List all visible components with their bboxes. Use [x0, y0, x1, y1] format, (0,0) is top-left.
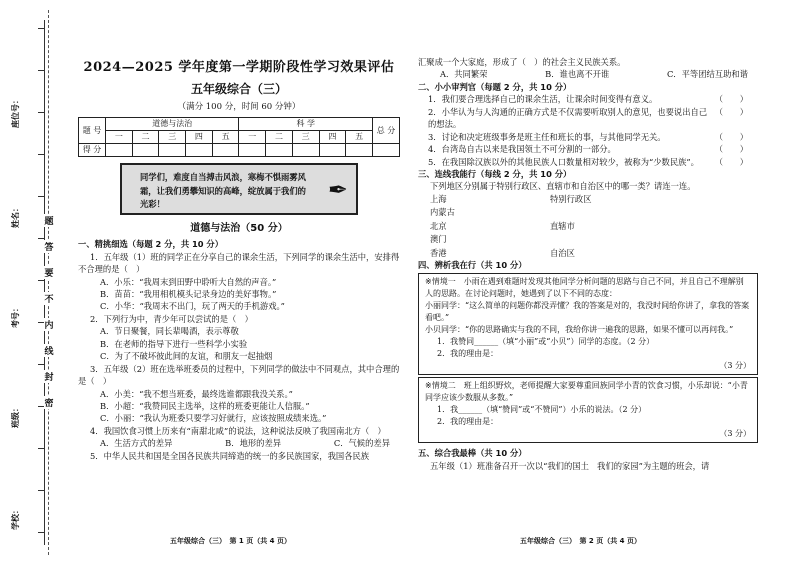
judge-item: 4．台湾岛自古以来是我国领土不可分割的一部分。 （ ） — [428, 144, 748, 155]
question-2: 2．下列行为中，青少年可以尝试的是（ ） — [90, 313, 253, 324]
exam-subtitle: 五年级综合（三） — [190, 81, 287, 96]
score-table-numeral: 五 — [346, 131, 373, 144]
question-4: 4．我国饮食习惯上历来有“南甜北咸”的说法，这种说法反映了我国南北方（ ） — [90, 425, 386, 436]
score-table — [78, 117, 400, 157]
score-table-numeral: 三 — [159, 131, 186, 144]
score-cell[interactable] — [373, 144, 400, 157]
score-cell[interactable] — [239, 144, 266, 157]
option: B．小超：“我赞同民主选举，这样的班委更能让人信服。” — [100, 400, 310, 411]
footer-page-1: 五年级综合（三） 第 1 页（共 4 页） — [170, 537, 291, 545]
option: A．小美：“我不想当班委，最终选谁都跟我没关系。” — [100, 388, 293, 399]
matching-grid — [418, 193, 758, 259]
judge-item: 5．在我国除汉族以外的其他民族人口数量相对较少，被称为“少数民族”。 （ ） — [428, 156, 748, 167]
score-table-group-science: 科 学 — [239, 118, 373, 131]
score-table-numeral: 四 — [186, 131, 213, 144]
match-left[interactable]: 北京 — [430, 220, 447, 231]
score-cell[interactable] — [106, 144, 133, 157]
option: A．小乐：“我周末到田野中聆听大自然的声音。” — [100, 276, 277, 287]
case1-quote-2: 小贝同学：“你的思路确实与我的不同，我给你讲一遍我的思路，如果不懂可以再问我。” — [425, 325, 734, 335]
right-column — [418, 56, 758, 472]
part5-text: 五年级（1）班准备召开一次以“我们的国土 我们的家园”为主题的班会，请 — [430, 460, 710, 471]
options-row — [78, 437, 400, 449]
seal-char: 答 — [44, 240, 54, 253]
case1-quote-1: 小丽同学：“这么简单的问题你都没弄懂？我的答案是对的，我没时间给你讲了，拿我的答案看吧。” — [425, 301, 750, 323]
case2-question-1[interactable]: 1．我______（填“赞同”或“不赞同”）小乐的说法。（2 分） — [437, 405, 647, 415]
question-1: 1．五年级（1）班的同学正在分享自己的课余生活，下列同学的课余生活中，安排得不合理的是（ ） — [78, 251, 400, 275]
answer-blank[interactable]: （ ） — [714, 156, 748, 167]
case2-scenario: ※情境二 班上组织野炊，老师提醒大家要尊重回族同学小青的饮食习惯，小乐却说：“小青同学应该少数服从多数。” — [425, 381, 748, 403]
score-cell[interactable] — [319, 144, 346, 157]
score-cell[interactable] — [292, 144, 319, 157]
score-table-numeral: 五 — [212, 131, 239, 144]
part2-heading: 二、小小审判官（每题 2 分，共 10 分） — [418, 81, 572, 92]
part3-instruction: 下列地区分别属于特别行政区、直辖市和自治区中的哪一类？请连一连。 — [430, 181, 696, 192]
seal-char: 内 — [44, 318, 54, 331]
score-table-numeral: 二 — [266, 131, 293, 144]
case2-question-2[interactable]: 2．我的理由是： — [437, 417, 499, 427]
binding-margin — [0, 0, 72, 562]
score-table-numeral: 四 — [319, 131, 346, 144]
name-field[interactable]: 姓名： — [10, 204, 20, 228]
part3-heading: 三、连线我能行（每线 2 分，共 10 分） — [418, 168, 572, 179]
match-right — [550, 233, 670, 245]
answer-blank[interactable]: （ ） — [714, 94, 748, 105]
option: B．地形的差异 — [225, 438, 282, 449]
score-table-total-label: 总 分 — [373, 118, 400, 144]
options-row — [418, 68, 758, 80]
case1-question-1[interactable]: 1．我赞同______（填“小丽”或“小贝”）同学的态度。（2 分） — [437, 337, 655, 347]
option: C．气候的差异 — [333, 438, 390, 449]
school-field[interactable]: 学校： — [10, 506, 20, 530]
option: C．为了不破坏彼此间的友谊，和朋友一起抽烟 — [100, 351, 273, 362]
seal-char: 封 — [44, 370, 54, 383]
case2-points: （3 分） — [719, 429, 751, 439]
case1-points: （3 分） — [719, 361, 751, 371]
answer-blank[interactable]: （ ） — [714, 106, 748, 117]
match-left[interactable]: 澳门 — [430, 234, 447, 245]
section-title: 道德与法治（50 分） — [190, 223, 288, 235]
option: B．苗苗：“我用相机模头记录身边的美好事物。” — [100, 289, 277, 299]
exam-meta: （满分 100 分，时间 60 分钟） — [177, 101, 301, 112]
part5-heading: 五、综合我最棒（共 10 分） — [418, 448, 527, 459]
score-cell[interactable] — [212, 144, 239, 157]
motivation-banner — [120, 163, 358, 215]
score-table-numeral: 三 — [292, 131, 319, 144]
question-3: 3．五年级（2）班在选举班委员的过程中，下列同学的做法中不同观点，其中合理的是（ ） — [78, 363, 400, 387]
option: B．谁也离不开谁 — [545, 69, 610, 80]
score-table-item-label: 题 号 — [79, 118, 106, 144]
option: C．小华：“我周末不出门，玩了两天的手机游戏。” — [100, 301, 285, 312]
quill-pen-icon: ✒ — [327, 176, 348, 205]
option: A．共同繁荣 — [440, 69, 488, 80]
score-cell[interactable] — [346, 144, 373, 157]
match-left[interactable]: 内蒙古 — [430, 207, 455, 218]
class-field[interactable]: 班级： — [10, 404, 20, 428]
exam-title: 2024—2025 学年度第一学期阶段性学习效果评估 — [83, 60, 395, 75]
seal-char: 要 — [44, 266, 54, 279]
match-right[interactable]: 自治区 — [550, 247, 575, 258]
case1-scenario: ※情境一 小雨在遇到难题时发现其他同学分析问题的思路与自己不同，并且自己不理解别人的思路。在讨论问题时，她遇到了以下不同的态度： — [425, 277, 744, 299]
score-cell[interactable] — [159, 144, 186, 157]
cut-line — [48, 10, 49, 555]
seal-char: 密 — [44, 396, 54, 409]
option: A．节日聚餐，同长辈喝酒，表示尊敬 — [100, 326, 239, 337]
score-cell[interactable] — [132, 144, 159, 157]
match-left[interactable]: 香港 — [430, 247, 447, 258]
score-table-numeral: 二 — [132, 131, 159, 144]
match-right[interactable]: 直辖市 — [550, 220, 575, 231]
score-table-score-label: 得 分 — [79, 144, 106, 157]
match-right[interactable]: 特别行政区 — [550, 193, 592, 204]
score-table-numeral: 一 — [239, 131, 266, 144]
match-left[interactable]: 上海 — [430, 193, 447, 204]
seal-char: 不 — [44, 292, 54, 305]
option: B．在老师的指导下进行一些科学小实验 — [100, 338, 248, 349]
part1-heading: 一、精挑细选（每题 2 分，共 10 分） — [78, 239, 224, 250]
option: C．小丽：“我认为班委只要学习好就行，应该按照成绩来选。” — [100, 413, 327, 424]
banner-text: 同学们，难度自当搏击风浪，寒梅不惧雨雾风霜，让我们勇攀知识的高峰，绽放属于我们的光彩！ — [140, 172, 306, 209]
question-5-continued: 汇聚成一个大家庭，形成了（ ）的社会主义民族关系。 — [418, 57, 626, 67]
footer-page-2: 五年级综合（三） 第 2 页（共 4 页） — [520, 537, 641, 545]
question-5: 5．中华人民共和国是全国各民族共同缔造的统一的多民族国家，我国各民族 — [90, 450, 370, 461]
score-table-numeral: 一 — [106, 131, 133, 144]
match-right — [550, 206, 670, 218]
answer-blank[interactable]: （ ） — [714, 131, 748, 142]
judge-item: 1．我们要合理选择自己的课余生活，让课余时间变得有意义。 （ ） — [428, 94, 748, 105]
judge-item: 3．讨论和决定班级事务是班主任和班长的事，与其他同学无关。 （ ） — [428, 131, 748, 142]
part4-heading: 四、辨析我在行（共 10 分） — [418, 260, 527, 270]
case1-question-2[interactable]: 2．我的理由是： — [437, 349, 499, 359]
judge-item: 2．小华认为与人沟通的正确方式是不仅需要听取别人的意见，也要说出自己的想法。 （ ） — [428, 106, 748, 130]
seal-line — [44, 20, 45, 545]
seal-char: 题 — [44, 214, 54, 227]
score-cell[interactable] — [266, 144, 293, 157]
seat-number-field[interactable]: 座位号： — [10, 96, 20, 128]
exam-number-field[interactable]: 考号： — [10, 304, 20, 328]
score-cell[interactable] — [186, 144, 213, 157]
score-table-group-moral: 道德与法治 — [106, 118, 239, 131]
option: C．平等团结互助和谐 — [666, 69, 748, 80]
answer-blank[interactable]: （ ） — [714, 144, 748, 155]
case-box-2 — [418, 377, 758, 443]
left-column — [78, 56, 400, 462]
option: A．生活方式的差异 — [100, 438, 173, 449]
seal-char: 线 — [44, 344, 54, 357]
case-box-1 — [418, 273, 758, 375]
